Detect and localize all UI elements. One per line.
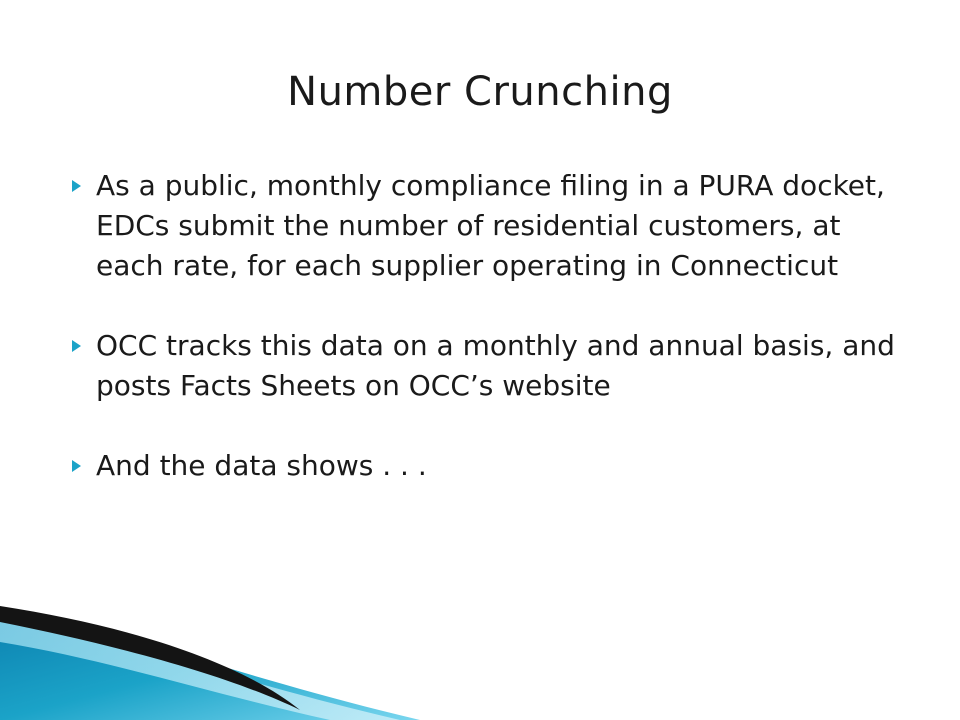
- bullet-item: [64, 446, 904, 486]
- slide-title: Number Crunching: [287, 69, 673, 115]
- triangle-right-icon: [72, 460, 81, 472]
- bullet-text: OCC tracks this data on a monthly and annual basis, and posts Facts Sheets on OCC’s website: [96, 329, 895, 402]
- bullet-item: [64, 326, 904, 406]
- triangle-right-icon: [72, 180, 81, 192]
- bullet-text: And the data shows . . .: [96, 449, 427, 482]
- bullet-list: [64, 166, 904, 486]
- triangle-right-icon: [72, 340, 81, 352]
- corner-swoosh-decoration: [0, 590, 420, 720]
- bullet-text: As a public, monthly compliance filing in a PURA docket, EDCs submit the number of residential customers, at each rate, for each supplier operating in Connecticut: [96, 169, 885, 282]
- bullet-item: [64, 166, 904, 286]
